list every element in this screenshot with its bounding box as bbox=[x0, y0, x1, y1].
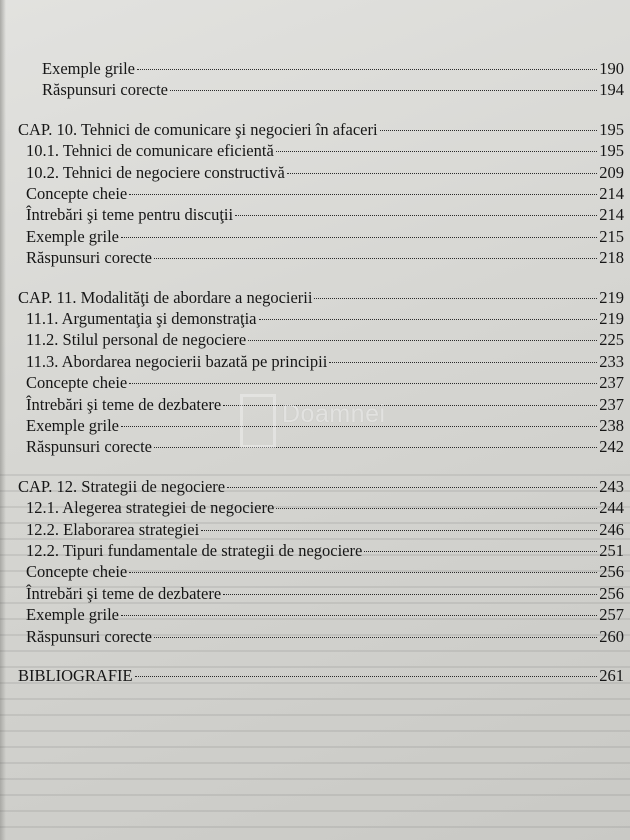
toc-entry bbox=[26, 204, 624, 226]
toc-entry-title: BIBLIOGRAFIE bbox=[18, 666, 133, 685]
toc-page-number: 195 bbox=[599, 141, 624, 161]
toc-entry-title: Răspunsuri corecte bbox=[26, 437, 152, 457]
toc-page-number: 246 bbox=[599, 519, 624, 539]
watermark bbox=[236, 392, 386, 456]
toc-page-number: 256 bbox=[599, 562, 624, 582]
toc-entry bbox=[26, 561, 624, 583]
toc-entry-title: 11.3. Abordarea negocierii bazată pe principii bbox=[26, 351, 328, 371]
toc-entry bbox=[42, 58, 624, 80]
toc-entry-title: 12.1. Alegerea strategiei de negociere bbox=[26, 498, 275, 518]
toc-page-number: 244 bbox=[599, 498, 624, 518]
toc-entry bbox=[26, 162, 624, 184]
dot-leader bbox=[121, 615, 597, 616]
toc-entry-title: Concepte cheie bbox=[26, 184, 128, 203]
toc-page-number: 219 bbox=[599, 309, 624, 328]
toc-entry-title: Concepte cheie bbox=[26, 373, 128, 393]
toc-page-number: 256 bbox=[599, 583, 624, 603]
toc-page-number: 209 bbox=[599, 162, 624, 182]
watermark-text: Doamnei bbox=[282, 400, 386, 428]
toc-entry-title: 10.2. Tehnici de negociere constructivă bbox=[26, 162, 285, 182]
dot-leader bbox=[235, 215, 597, 216]
toc-entry-title: 12.2. Tipuri fundamentale de strategii de negociere bbox=[26, 541, 363, 560]
watermark-logo-icon bbox=[240, 394, 276, 448]
toc-entry-title: Concepte cheie bbox=[26, 562, 128, 582]
toc-chapter-entry bbox=[18, 287, 624, 309]
dot-leader bbox=[314, 298, 597, 299]
toc-entry bbox=[26, 247, 624, 269]
dot-leader bbox=[154, 637, 597, 638]
toc-page-number: 194 bbox=[599, 80, 624, 100]
dot-leader bbox=[364, 551, 597, 552]
toc-entry-title: Răspunsuri corecte bbox=[26, 626, 152, 646]
toc-entry-title: Exemple grile bbox=[42, 59, 136, 78]
toc-page-number: 225 bbox=[599, 330, 624, 350]
toc-page-number: 214 bbox=[599, 184, 624, 203]
toc-page-number: 251 bbox=[599, 541, 624, 560]
toc-entry-title: Exemple grile bbox=[26, 605, 120, 625]
toc-entry bbox=[26, 351, 624, 373]
toc-entry-title: Întrebări şi teme pentru discuţii bbox=[26, 205, 234, 225]
toc-entry-title: Exemple grile bbox=[26, 226, 120, 246]
dot-leader bbox=[201, 530, 597, 531]
toc-entry-title: 11.2. Stilul personal de negociere bbox=[26, 330, 247, 350]
dot-leader bbox=[329, 362, 597, 363]
toc-page-number: 257 bbox=[599, 605, 624, 625]
toc-entry-title: CAP. 12. Strategii de negociere bbox=[18, 476, 226, 496]
toc-entry-title: 12.2. Elaborarea strategiei bbox=[26, 519, 200, 539]
toc-page-number: 233 bbox=[599, 351, 624, 371]
toc-entry bbox=[26, 604, 624, 626]
toc-entry-title: 10.1. Tehnici de comunicare eficientă bbox=[26, 141, 274, 161]
toc-entry bbox=[26, 583, 624, 605]
toc-page-number: 243 bbox=[599, 476, 624, 496]
dot-leader bbox=[135, 676, 598, 677]
toc-page-number: 218 bbox=[599, 248, 624, 268]
toc-entry-title: Întrebări şi teme de dezbatere bbox=[26, 394, 222, 414]
toc-entry-title: Exemple grile bbox=[26, 416, 120, 435]
toc-page-number: 190 bbox=[599, 59, 624, 78]
toc-chapter-entry bbox=[18, 119, 624, 141]
dot-leader bbox=[227, 487, 597, 488]
toc-chapter-entry bbox=[18, 665, 624, 687]
toc-entry-title: Întrebări şi teme de dezbatere bbox=[26, 583, 222, 603]
toc-page-number: 238 bbox=[599, 416, 624, 435]
toc-entry bbox=[26, 329, 624, 351]
dot-leader bbox=[137, 69, 597, 70]
toc-page-number: 219 bbox=[599, 287, 624, 307]
toc-entry bbox=[26, 308, 624, 330]
toc-entry bbox=[26, 140, 624, 162]
toc-entry bbox=[26, 183, 624, 205]
toc-page-number: 237 bbox=[599, 373, 624, 393]
toc-page-number: 242 bbox=[599, 437, 624, 457]
dot-leader bbox=[129, 383, 597, 384]
dot-leader bbox=[276, 508, 597, 509]
dot-leader bbox=[276, 151, 597, 152]
toc-entry-title: CAP. 10. Tehnici de comunicare şi negocieri în afaceri bbox=[18, 119, 378, 139]
toc-entry bbox=[26, 497, 624, 519]
toc-entry bbox=[26, 540, 624, 562]
toc-page-number: 195 bbox=[599, 119, 624, 139]
toc-entry bbox=[26, 226, 624, 248]
dot-leader bbox=[154, 258, 597, 259]
dot-leader bbox=[248, 340, 597, 341]
toc-entry-title: Răspunsuri corecte bbox=[42, 80, 168, 100]
toc-entry bbox=[26, 626, 624, 648]
toc-entry-title: Răspunsuri corecte bbox=[26, 248, 152, 268]
dot-leader bbox=[259, 319, 598, 320]
toc-entry-title: CAP. 11. Modalităţi de abordare a negocierii bbox=[18, 287, 313, 307]
toc-page-number: 261 bbox=[599, 666, 624, 685]
dot-leader bbox=[223, 594, 597, 595]
dot-leader bbox=[121, 237, 597, 238]
toc-page-number: 237 bbox=[599, 394, 624, 414]
dot-leader bbox=[170, 90, 597, 91]
toc-page-number: 215 bbox=[599, 226, 624, 246]
toc-page-number: 260 bbox=[599, 626, 624, 646]
toc-chapter-entry bbox=[18, 476, 624, 498]
toc-page-number: 214 bbox=[599, 205, 624, 225]
toc-entry bbox=[26, 519, 624, 541]
dot-leader bbox=[380, 130, 598, 131]
toc-entry-title: 11.1. Argumentaţia şi demonstraţia bbox=[26, 309, 257, 328]
dot-leader bbox=[129, 194, 597, 195]
dot-leader bbox=[129, 572, 597, 573]
dot-leader bbox=[287, 173, 597, 174]
toc-entry bbox=[26, 372, 624, 394]
toc-entry bbox=[42, 79, 624, 101]
